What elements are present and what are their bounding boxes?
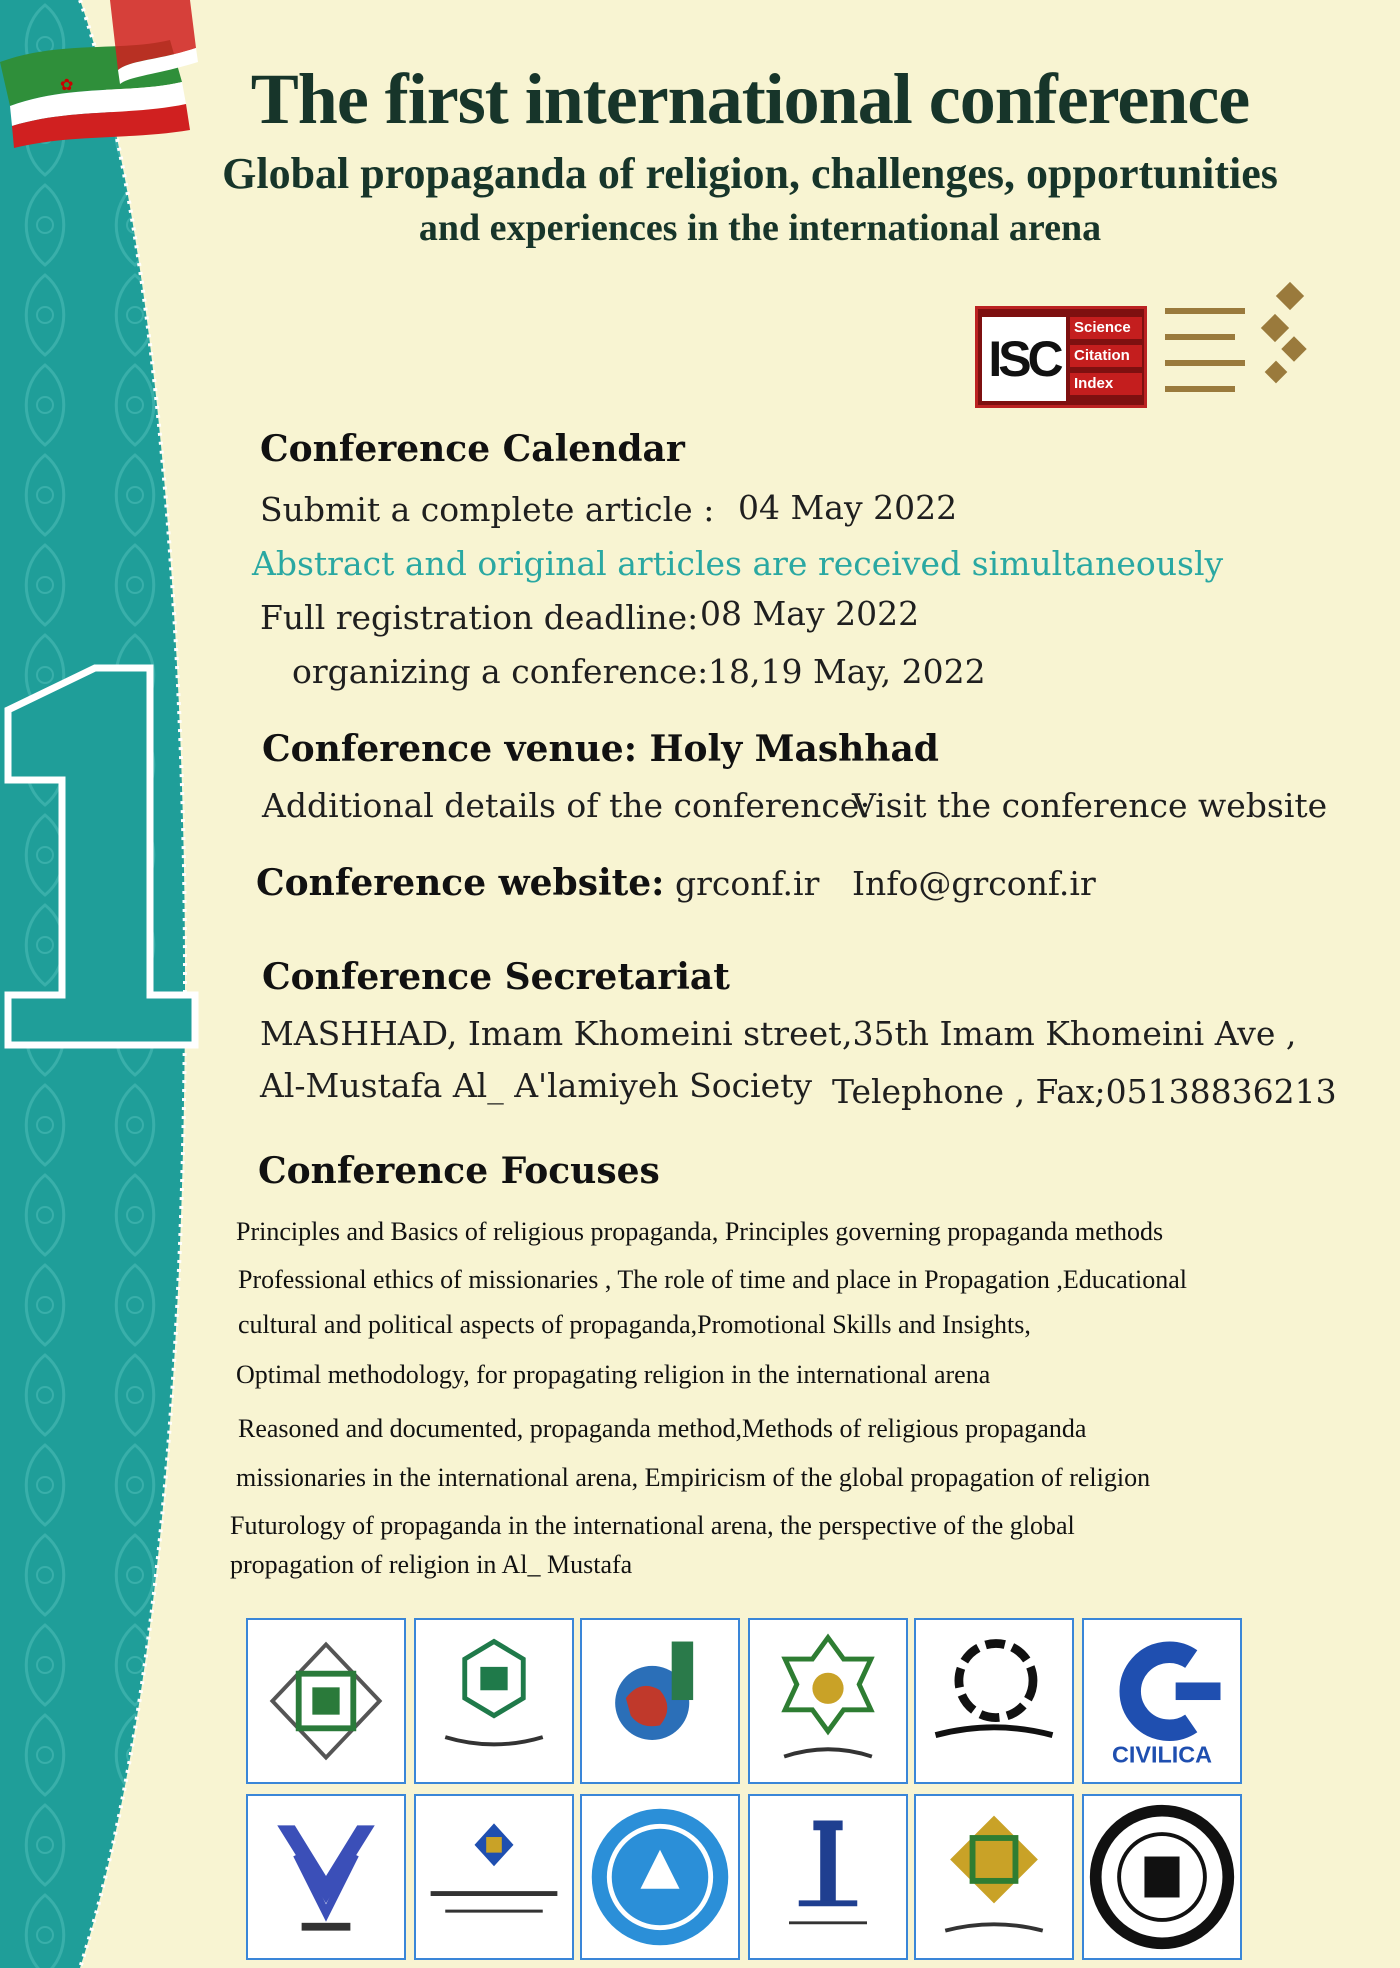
partner-logo-civilica xyxy=(1082,1618,1242,1784)
submit-date: 04 May 2022 xyxy=(738,488,958,527)
big-number-one xyxy=(0,660,220,1060)
secretariat-address-avenue: ,35th Imam Khomeini Ave , xyxy=(842,1014,1297,1053)
al-mustafa-logo xyxy=(1160,278,1320,408)
isc-logo-science: Science xyxy=(1070,317,1142,339)
civilica-wordmark: CIVILICA xyxy=(1111,1741,1213,1768)
partner-logo-islamic-culture-org xyxy=(414,1794,574,1960)
partner-logo-razavi-kufic xyxy=(246,1618,406,1784)
calendar-heading: Conference Calendar xyxy=(260,428,685,470)
partner-logo-razavi-university xyxy=(1082,1794,1242,1960)
registration-date: 08 May 2022 xyxy=(700,594,920,633)
focus-line: missionaries in the international arena, Empiricism of the global propagation of religion xyxy=(236,1463,1151,1492)
submit-label: Submit a complete article : xyxy=(260,490,715,529)
partner-logo-ferdowsi-university xyxy=(748,1794,908,1960)
svg-text:✿: ✿ xyxy=(60,75,74,94)
conference-subtitle-line2: and experiences in the international arena xyxy=(418,207,1102,249)
conference-title: The first international conference xyxy=(250,59,1250,139)
secretariat-society: Al-Mustafa Al_ A'lamiyeh Society xyxy=(260,1066,813,1105)
focus-line: Principles and Basics of religious propaganda, Principles governing propaganda methods xyxy=(236,1217,1164,1246)
venue-details-value: Visit the conference website xyxy=(852,786,1328,825)
conference-subtitle-line1: Global propaganda of religion, challenges, opportunities xyxy=(222,149,1278,198)
secretariat-phone: Telephone , Fax;05138836213 xyxy=(832,1072,1337,1111)
isc-logo xyxy=(975,306,1147,408)
website-url[interactable]: grconf.ir xyxy=(675,864,820,903)
abstract-note: Abstract and original articles are received simultaneously xyxy=(252,544,1224,583)
partner-logo-religions-university xyxy=(914,1618,1074,1784)
focus-line: Futurology of propaganda in the international arena, the perspective of the global xyxy=(230,1511,1075,1540)
partner-logo-globe xyxy=(580,1618,740,1784)
organizing-date: 18,19 May, 2022 xyxy=(708,652,986,691)
focus-line: cultural and political aspects of propaganda,Promotional Skills and Insights, xyxy=(238,1310,1031,1339)
focuses-heading: Conference Focuses xyxy=(258,1150,660,1192)
partner-logo-azad-university xyxy=(246,1794,406,1960)
focus-line: Professional ethics of missionaries , The role of time and place in Propagation ,Educational xyxy=(238,1265,1187,1294)
venue-details-label: Additional details of the conference: xyxy=(262,786,871,825)
contact-email[interactable]: Info@grconf.ir xyxy=(852,864,1096,903)
partner-logo-endowment-org xyxy=(414,1618,574,1784)
isc-logo-citation: Citation xyxy=(1070,345,1142,367)
partner-logo-khorasan-seminary xyxy=(748,1618,908,1784)
secretariat-heading: Conference Secretariat xyxy=(262,956,730,998)
registration-label: Full registration deadline: xyxy=(260,598,699,637)
focus-line: propagation of religion in Al_ Mustafa xyxy=(230,1550,633,1579)
partner-logo-maaref-university xyxy=(914,1794,1074,1960)
focus-line: Optimal methodology, for propagating religion in the international arena xyxy=(236,1360,991,1389)
focus-line: Reasoned and documented, propaganda method,Methods of religious propaganda xyxy=(238,1414,1087,1443)
secretariat-address-street: MASHHAD, Imam Khomeini street xyxy=(260,1014,842,1053)
partner-logo-propagation-org xyxy=(580,1794,740,1960)
organizing-label: organizing a conference: xyxy=(292,652,709,691)
isc-logo-mark: ISC xyxy=(982,317,1066,401)
isc-logo-index: Index xyxy=(1070,373,1142,395)
venue-heading: Conference venue: Holy Mashhad xyxy=(262,728,939,770)
website-label: Conference website: xyxy=(256,862,665,904)
